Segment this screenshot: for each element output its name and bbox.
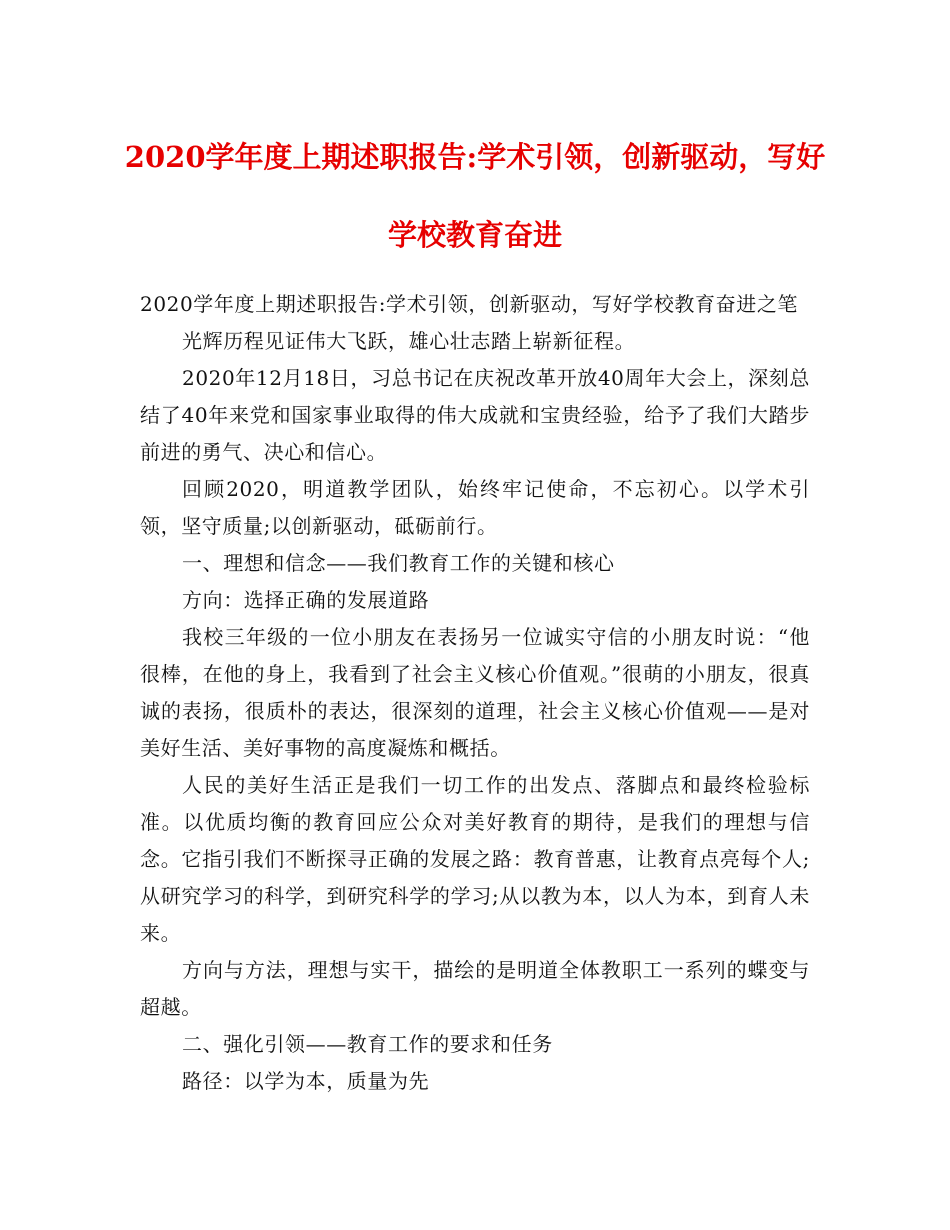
paragraph: 光辉历程见证伟大飞跃，雄心壮志踏上崭新征程。 bbox=[182, 329, 636, 353]
paragraph: 回顾2020，明道教学团队，始终牢记使命，不忘初心。以学术引领，坚守质量;以创新驱动，砥砺前行。 bbox=[140, 477, 810, 538]
subheading-path: 路径：以学为本，质量为先 bbox=[182, 1069, 430, 1093]
paragraph: 2020年12月18日，习总书记在庆祝改革开放40周年大会上，深刻总结了40年来党和国家事业取得的伟大成就和宝贵经验，给予了我们大踏步前进的勇气、决心和信心。 bbox=[140, 366, 810, 464]
document-body bbox=[140, 286, 810, 1100]
paragraph: 我校三年级的一位小朋友在表扬另一位诚实守信的小朋友时说：“他很棒，在他的身上，我看到了社会主义核心价值观。”很萌的小朋友，很真诚的表扬，很质朴的表达，很深刻的道理，社会主义核心价值观——是对美好生活、美好事物的高度凝炼和概括。 bbox=[140, 625, 810, 760]
section-heading-2: 二、强化引领——教育工作的要求和任务 bbox=[182, 1032, 553, 1056]
paragraph-intro: 2020学年度上期述职报告:学术引领，创新驱动，写好学校教育奋进之笔 bbox=[140, 292, 799, 316]
paragraph: 人民的美好生活正是我们一切工作的出发点、落脚点和最终检验标准。以优质均衡的教育回应公众对美好教育的期待，是我们的理想与信念。它指引我们不断探寻正确的发展之路：教育普惠，让教育点亮每个人;从研究学习的科学，到研究科学的学习;从以教为本，以人为本，到育人未来。 bbox=[140, 773, 810, 945]
section-heading-1: 一、理想和信念——我们教育工作的关键和核心 bbox=[182, 551, 615, 575]
document-title: 2020学年度上期述职报告:学术引领，创新驱动，写好学校教育奋进 bbox=[124, 140, 826, 252]
subheading-direction: 方向：选择正确的发展道路 bbox=[182, 588, 430, 612]
paragraph: 方向与方法，理想与实干，描绘的是明道全体教职工一系列的蝶变与超越。 bbox=[140, 958, 810, 1019]
